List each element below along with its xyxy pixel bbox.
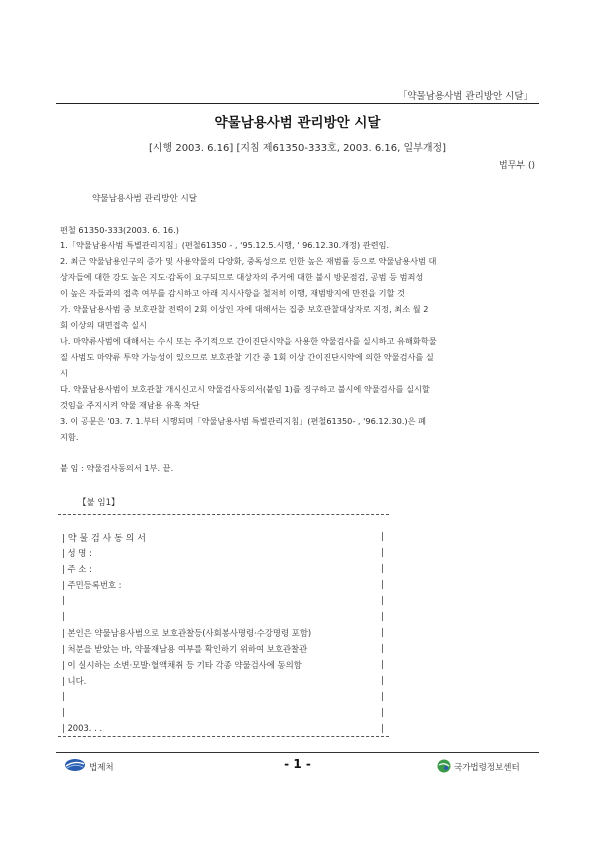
form-consent-line: | 본인은 약물남용사범으로 보호관찰등(사회봉사명령·수강명령 포함) — [62, 628, 312, 638]
body-line: 지함. — [60, 432, 79, 442]
body-line: 것임을 주지시켜 약물 재남용 유혹 차단 — [60, 400, 200, 410]
form-right-border: | — [381, 595, 384, 605]
page-number: - 1 - — [284, 757, 311, 771]
form-blank-line: | — [62, 595, 65, 605]
body-line: 상자들에 대한 강도 높은 지도·감독이 요구되므로 대상자의 주거에 대한 불시 방문점검, 공범 등 범죄성 — [60, 272, 424, 282]
form-date-line: | 2003. . . — [62, 723, 103, 733]
footer-right-label: 국가법령정보센터 — [454, 763, 520, 773]
form-right-border: | — [381, 579, 384, 589]
running-header-title: 「약물남용사범 관리방안 시달」 — [397, 91, 533, 102]
body-line: 2. 최근 약물남용인구의 증가 및 사용약물의 다양화, 중독성으로 인한 높은 재범률 등으로 약물남용사범 대 — [60, 256, 437, 266]
form-title: | 약 물 검 사 동 의 서 — [62, 534, 146, 544]
form-right-border: | — [381, 707, 384, 717]
header-divider — [56, 103, 539, 104]
form-blank-line: | — [62, 691, 65, 701]
ministry-label: 법무부 () — [499, 161, 535, 171]
document-subtitle: [시행 2003. 6.16] [지침 제61350-333호, 2003. 6.16, 일부개정] — [148, 143, 447, 154]
form-id-number-field: | 주민등록번호 : — [62, 580, 122, 590]
body-line: 나. 마약류사범에 대해서는 수시 또는 주기적으로 간이진단시약을 사용한 약물검사를 실시하고 유해화학물 — [60, 336, 437, 346]
form-right-border: | — [381, 723, 384, 733]
footer-left-label: 법제처 — [89, 763, 114, 773]
body-line: 질 사범도 마약류 투약 가능성이 있으므로 보호관찰 기간 중 1회 이상 간이진단시약에 의한 약물검사를 실 — [60, 352, 434, 362]
form-right-border: | — [381, 659, 384, 669]
form-right-border: | — [381, 611, 384, 621]
body-line: 편철 61350-333(2003. 6. 16.) — [60, 225, 179, 235]
form-right-border: | — [381, 563, 384, 573]
form-right-border: | — [381, 627, 384, 637]
body-line: 회 이상의 대면접촉 실시 — [60, 320, 147, 330]
form-address-field: | 주 소 : — [62, 564, 92, 574]
form-right-border: | — [381, 691, 384, 701]
consent-form-box — [58, 514, 389, 737]
body-line: 가. 약물남용사범 중 보호관찰 전력이 2회 이상인 자에 대해서는 집중 보호관찰대상자로 지정, 최소 월 2 — [60, 304, 429, 314]
form-consent-line: | 처분을 받았는 바, 약물재남용 여부를 확인하기 위하여 보호관찰관 — [62, 644, 308, 654]
law-info-center-logo-icon — [437, 759, 451, 773]
form-consent-line: | 이 실시하는 소변·모발·혈액채취 등 기타 각종 약물검사에 동의함 — [62, 660, 302, 670]
body-line: 다. 약물남용사범이 보호관찰 개시신고시 약물검사동의서(붙임 1)를 징구하고 불시에 약물검사를 실시할 — [60, 384, 430, 394]
body-line: 1.「약물남용사범 특별관리지침」(편철61350 - , '95.12.5.시행, ' 96.12.30.개정) 관련임. — [60, 240, 390, 250]
form-name-field: | 성 명 : — [62, 548, 92, 558]
body-heading: 약물남용사범 관리방안 시달 — [92, 194, 198, 204]
form-right-border: | — [381, 547, 384, 557]
form-blank-line: | — [62, 707, 65, 717]
form-right-border: | — [381, 675, 384, 685]
form-consent-line: | 니다. — [62, 676, 87, 686]
body-line: 3. 이 공문은 '03. 7. 1.부터 시행되며「약물남용사범 특별관리지침」(편철61350- , '96.12.30.)은 폐 — [60, 416, 427, 426]
body-line: 시 — [60, 368, 68, 378]
form-right-border: | — [381, 643, 384, 653]
document-title: 약물남용사범 관리방안 시달 — [214, 115, 381, 131]
form-right-border: | — [381, 531, 384, 541]
body-line: 이 높은 자들과의 접촉 여부를 감시하고 아래 지시사항을 철저히 이행, 재범방지에 만전을 기할 것 — [60, 288, 405, 298]
attachment-note: 붙 임 : 약물검사동의서 1부. 끝. — [60, 463, 174, 473]
appendix-label: 【붙 임1】 — [78, 498, 120, 508]
footer-divider — [56, 752, 539, 753]
form-blank-line: | — [62, 611, 65, 621]
